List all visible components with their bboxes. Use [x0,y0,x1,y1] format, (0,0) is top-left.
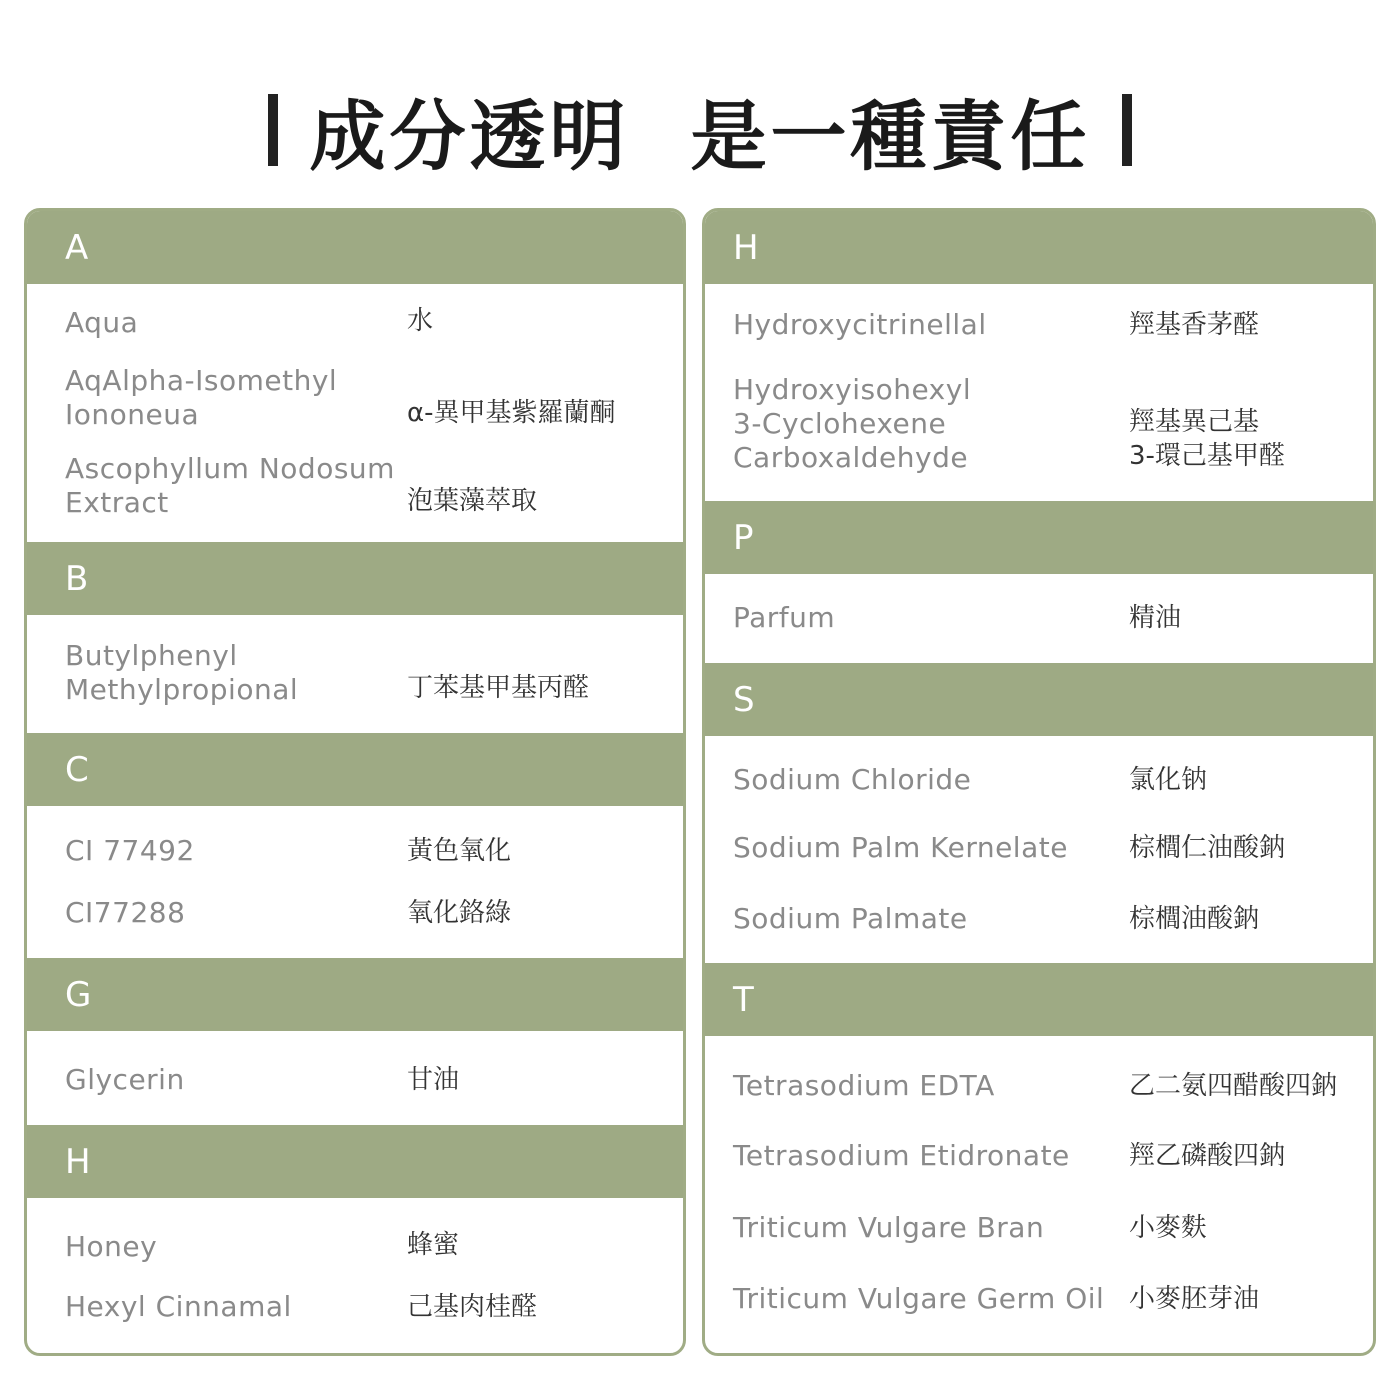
title-right-bar [1122,94,1132,166]
ingredient-chinese-name: 黃色氧化 [407,836,512,866]
ingredient-english-name: Triticum Vulgare Bran [733,1211,1045,1244]
ingredient-english-name: Tetrasodium EDTA [733,1069,995,1102]
ingredient-english-name: Sodium Palmate [733,902,968,935]
ingredient-chinese-name: 乙二氨四醋酸四鈉 [1129,1071,1338,1101]
page-title-banner [0,80,1400,180]
section-body-s [705,736,1373,963]
ingredient-chinese-name: 棕櫚油酸鈉 [1129,904,1260,934]
ingredient-english-name: CI77288 [65,896,186,929]
section-body-a [27,284,683,542]
section-body-p [705,574,1373,663]
ingredient-english-name: Honey [65,1230,158,1263]
ingredient-chinese-name: 己基肉桂醛 [407,1292,538,1322]
section-header-h: H [27,1125,683,1198]
ingredient-english-name: CI 77492 [65,834,195,867]
ingredient-english-name: Sodium Palm Kernelate [733,831,1068,864]
section-body-g [27,1031,683,1125]
ingredient-chinese-name: 羥乙磷酸四鈉 [1129,1141,1286,1171]
section-body-c [27,806,683,958]
section-header-c: C [27,733,683,806]
ingredient-chinese-name: 棕櫚仁油酸鈉 [1129,833,1286,863]
section-body-h [705,284,1373,501]
ingredient-panel-left [24,208,686,1356]
section-header-g: G [27,958,683,1031]
ingredient-chinese-name: 氧化鉻綠 [407,898,512,928]
ingredient-english-name: Glycerin [65,1063,185,1096]
ingredient-chinese-name: α-異甲基紫羅蘭酮 [407,398,616,428]
section-header-a: A [27,211,683,284]
ingredient-english-name: Aqua [65,306,139,339]
ingredient-chinese-name: 水 [407,306,434,336]
ingredient-chinese-name: 丁苯基甲基丙醛 [407,673,590,703]
section-header-t: T [705,963,1373,1036]
title-left-bar [268,94,278,166]
section-body-t [705,1036,1373,1356]
ingredient-english-name: Triticum Vulgare Germ Oil [733,1282,1105,1315]
ingredient-english-name: Hexyl Cinnamal [65,1290,292,1323]
ingredient-english-name: Sodium Chloride [733,763,972,796]
ingredient-english-name: AqAlpha-Isomethyl Iononeua [65,364,338,431]
section-header-b: B [27,542,683,615]
ingredient-chinese-name: 甘油 [407,1065,460,1095]
page-title: 成分透明 是一種責任 [309,91,1091,181]
section-header-s: S [705,663,1373,736]
ingredient-chinese-name: 羥基異己基 3-環己基甲醛 [1129,407,1285,471]
section-header-h: H [705,211,1373,284]
ingredient-english-name: Butylphenyl Methylpropional [65,639,299,706]
ingredient-panel-right [702,208,1376,1356]
ingredient-english-name: Ascophyllum Nodosum Extract [65,452,395,519]
ingredient-chinese-name: 泡葉藻萃取 [407,486,538,516]
ingredient-english-name: Hydroxyisohexyl 3-Cyclohexene Carboxaldehyde [733,373,972,474]
section-body-h [27,1198,683,1356]
section-body-b [27,615,683,733]
ingredient-english-name: Hydroxycitrinellal [733,308,987,341]
ingredient-chinese-name: 氯化钠 [1129,765,1208,795]
section-header-p: P [705,501,1373,574]
ingredient-english-name: Parfum [733,601,836,634]
ingredient-chinese-name: 小麥胚芽油 [1129,1284,1260,1314]
ingredient-chinese-name: 精油 [1129,603,1182,633]
ingredient-chinese-name: 羥基香茅醛 [1129,310,1260,340]
ingredient-chinese-name: 小麥麩 [1129,1213,1208,1243]
ingredient-chinese-name: 蜂蜜 [407,1230,460,1260]
ingredient-english-name: Tetrasodium Etidronate [733,1139,1070,1172]
